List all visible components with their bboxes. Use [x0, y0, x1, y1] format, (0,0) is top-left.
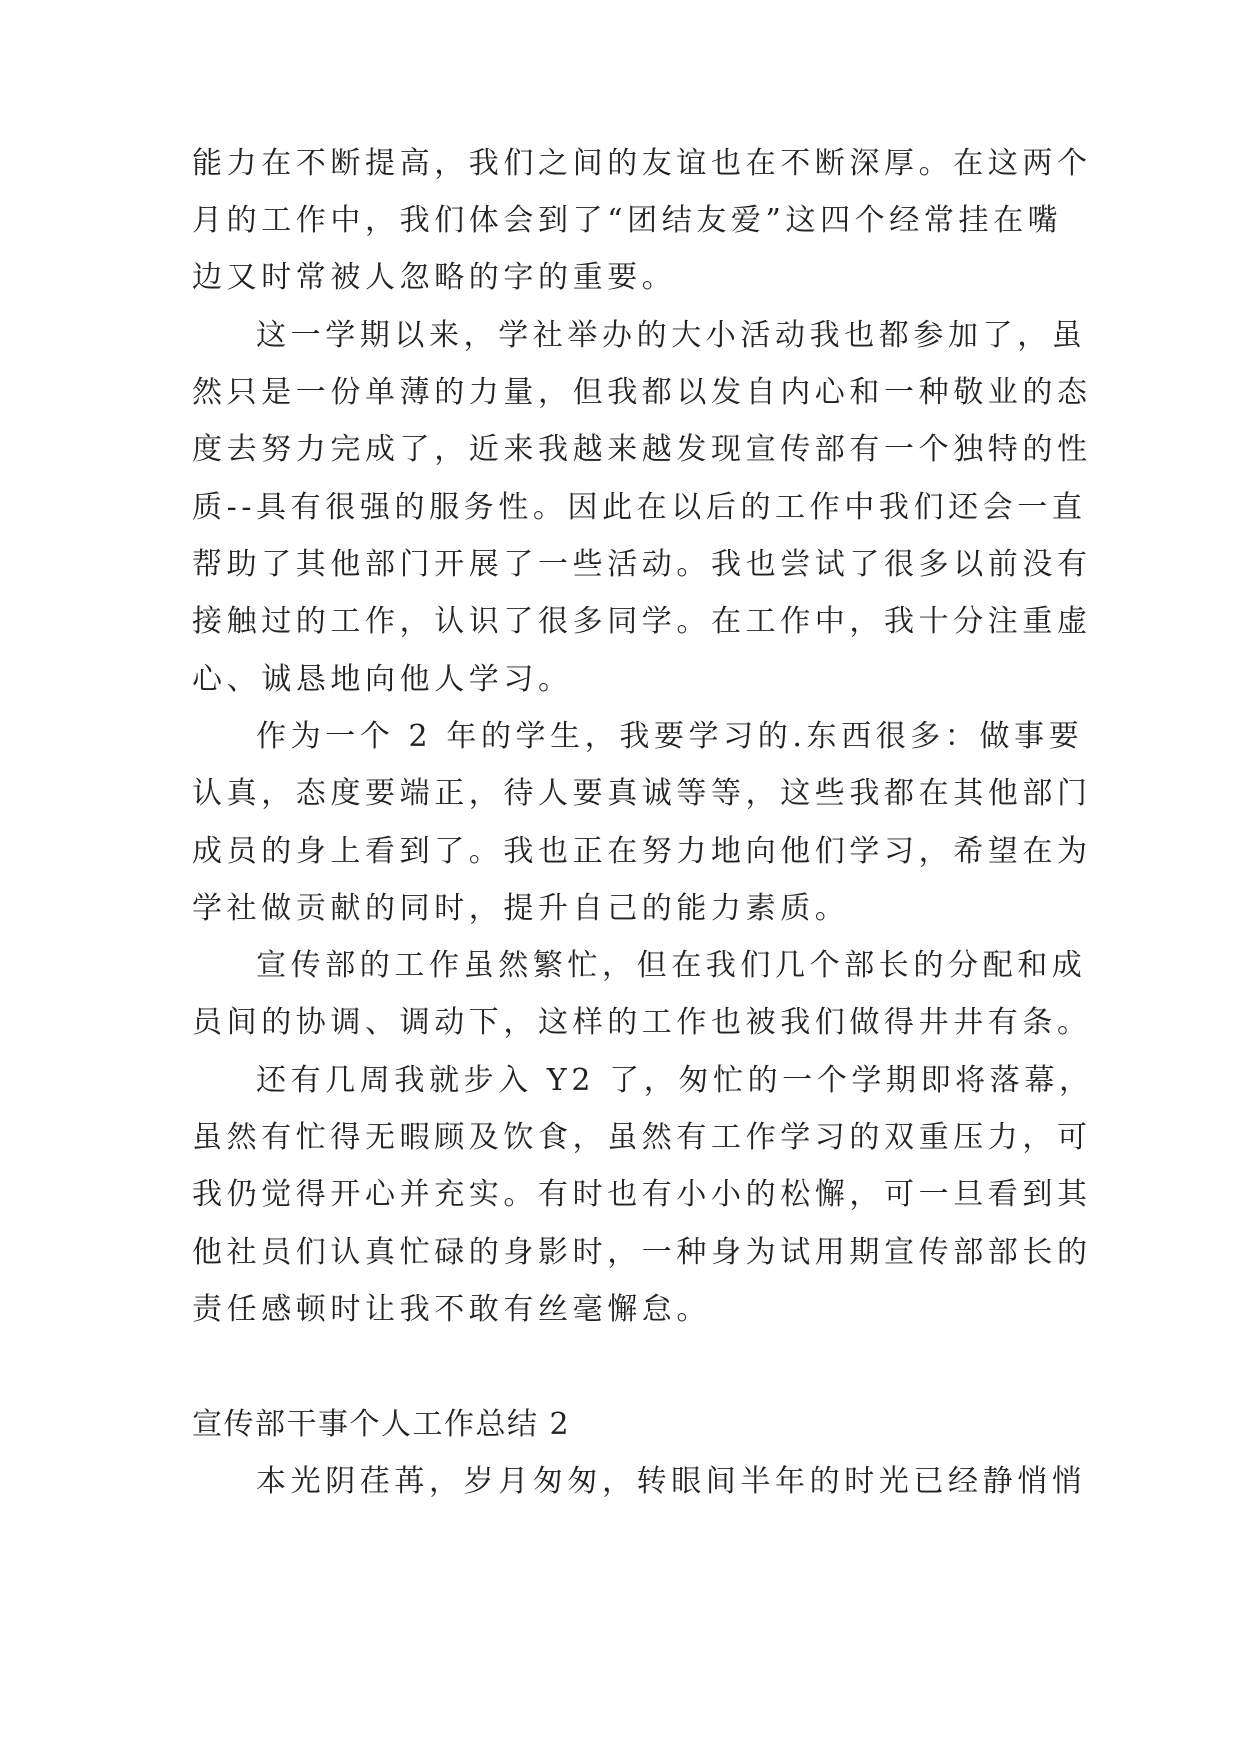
text-line: 质--具有很强的服务性。因此在以后的工作中我们还会一直 — [192, 490, 1087, 525]
text-line: 员间的协调、调动下，这样的工作也被我们做得井井有条。 — [192, 1005, 1092, 1040]
text-line: 度去努力完成了，近来我越来越发现宣传部有一个独特的性 — [192, 432, 1092, 467]
text-line: 认真，态度要端正，待人要真诚等等，这些我都在其他部门 — [192, 776, 1092, 811]
text-line: 他社员们认真忙碌的身影时，一种身为试用期宣传部部长的 — [192, 1235, 1092, 1270]
text-line: 责任感顿时让我不敢有丝毫懈怠。 — [192, 1292, 711, 1327]
text-line: 心、诚恳地向他人学习。 — [192, 662, 573, 697]
text-line: 边又时常被人忽略的字的重要。 — [192, 260, 677, 295]
text-line: 然只是一份单薄的力量，但我都以发自内心和一种敬业的态 — [192, 375, 1092, 410]
text-line: 学社做贡献的同时，提升自己的能力素质。 — [192, 891, 850, 926]
text-line: 月的工作中，我们体会到了“团结友爱”这四个经常挂在嘴 — [192, 203, 1063, 238]
section-title: 宣传部干事个人工作总结 2 — [192, 1407, 571, 1442]
text-line: 接触过的工作，认识了很多同学。在工作中，我十分注重虚 — [192, 604, 1092, 639]
text-line: 帮助了其他部门开展了一些活动。我也尝试了很多以前没有 — [192, 547, 1092, 582]
text-line: 还有几周我就步入 Y2 了，匆忙的一个学期即将落幕， — [256, 1063, 1094, 1098]
text-line: 这一学期以来，学社举办的大小活动我也都参加了，虽 — [256, 318, 1087, 353]
text-line: 成员的身上看到了。我也正在努力地向他们学习，希望在为 — [192, 834, 1092, 869]
text-line: 能力在不断提高，我们之间的友谊也在不断深厚。在这两个 — [192, 146, 1092, 181]
text-line: 宣传部的工作虽然繁忙，但在我们几个部长的分配和成 — [256, 948, 1087, 983]
text-line: 本光阴荏苒，岁月匆匆，转眼间半年的时光已经静悄悄 — [256, 1464, 1087, 1499]
text-line: 我仍觉得开心并充实。有时也有小小的松懈，可一旦看到其 — [192, 1177, 1092, 1212]
text-line: 作为一个 2 年的学生，我要学习的.东西很多：做事要 — [256, 719, 1084, 754]
text-line: 虽然有忙得无暇顾及饮食，虽然有工作学习的双重压力，可 — [192, 1120, 1092, 1155]
